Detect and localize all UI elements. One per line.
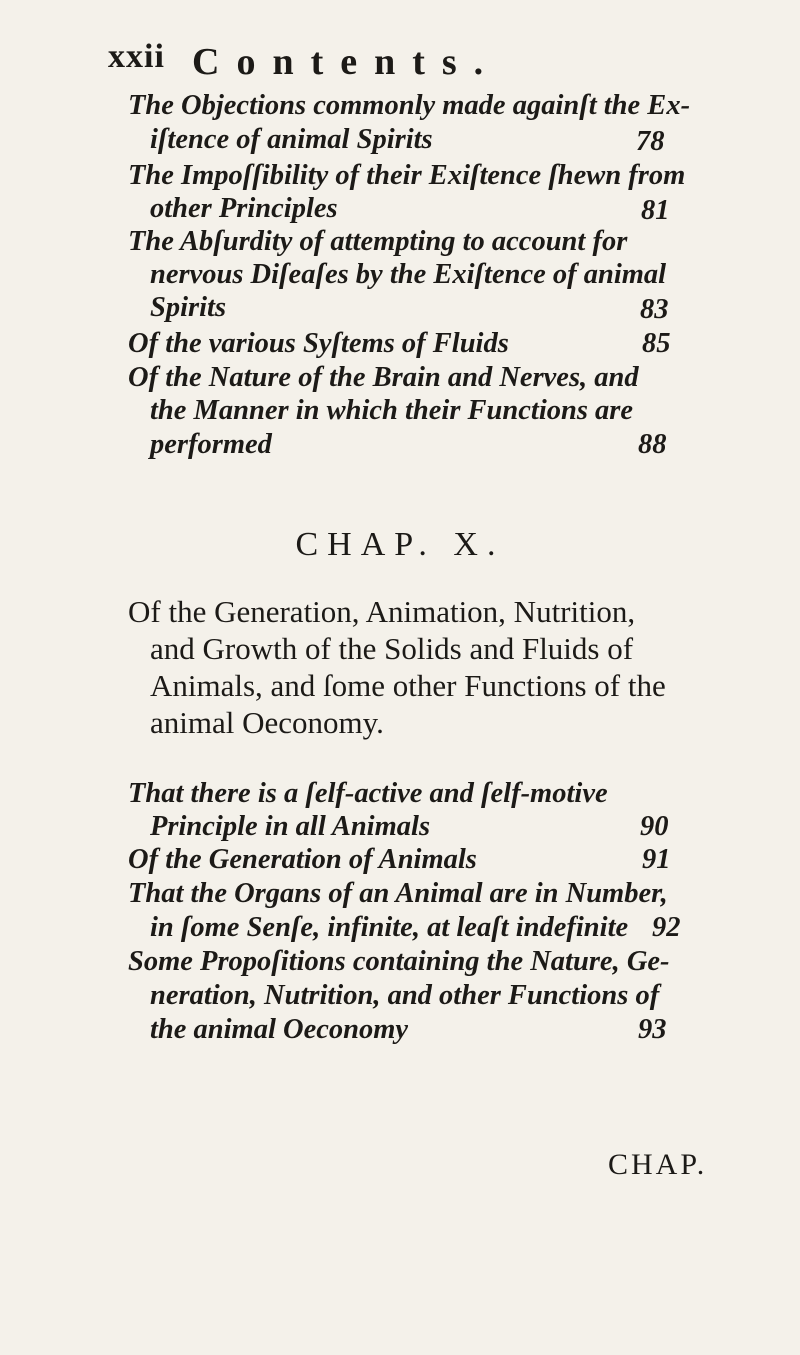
- page-header: [108, 38, 668, 98]
- chapter-heading: CHAP. X.: [295, 526, 505, 563]
- entry-page-number: 92: [652, 912, 681, 943]
- entry-line: the Manner in which their Functions are: [150, 395, 634, 426]
- entry-line: Spirits: [150, 292, 227, 323]
- entry-page-number: 88: [638, 429, 667, 460]
- catchword: CHAP.: [608, 1148, 708, 1181]
- entry-line: in ſome Senſe, infinite, at leaſt indefinite: [150, 912, 629, 943]
- entry-line: Some Propoſitions containing the Nature, Ge-: [128, 946, 670, 977]
- entry-page-number: 85: [642, 328, 671, 359]
- entry-page-number: 93: [638, 1014, 667, 1045]
- entry-page-number: 81: [641, 195, 670, 226]
- entry-line: Of the Generation of Animals: [128, 844, 477, 875]
- entry-line: the animal Oeconomy: [150, 1014, 409, 1045]
- entry-line: That there is a ſelf-active and ſelf-motive: [128, 778, 608, 809]
- chapter-summary-line: animal Oeconomy.: [150, 705, 384, 740]
- entry-line: The Impoſſibility of their Exiſtence ſhewn from: [128, 160, 686, 191]
- entry-page-number: 90: [640, 811, 669, 842]
- chapter-summary-line: and Growth of the Solids and Fluids of: [150, 631, 634, 666]
- chapter-summary-line: Animals, and ſome other Functions of the: [150, 668, 666, 703]
- entry-line: Of the Nature of the Brain and Nerves, and: [128, 362, 639, 393]
- chapter-summary-line: Of the Generation, Animation, Nutrition,: [128, 594, 636, 629]
- entry-line: That the Organs of an Animal are in Number,: [128, 878, 668, 909]
- entry-line: nervous Diſeaſes by the Exiſtence of animal: [150, 259, 667, 290]
- entry-line: Of the various Syſtems of Fluids: [128, 328, 509, 359]
- entry-line: neration, Nutrition, and other Functions of: [150, 980, 660, 1011]
- entry-page-number: 83: [640, 294, 669, 325]
- entry-line: iſtence of animal Spirits: [150, 124, 433, 155]
- entry-line: The Objections commonly made againſt the Ex-: [128, 90, 691, 121]
- entry-page-number: 78: [636, 126, 665, 157]
- entry-line: performed: [150, 429, 272, 460]
- page-number: xxii: [108, 38, 165, 75]
- running-title: Contents.: [192, 41, 501, 83]
- entry-line: Principle in all Animals: [150, 811, 431, 842]
- entry-line: other Principles: [150, 193, 338, 224]
- entry-line: The Abſurdity of attempting to account for: [128, 226, 628, 257]
- entry-page-number: 91: [642, 844, 671, 875]
